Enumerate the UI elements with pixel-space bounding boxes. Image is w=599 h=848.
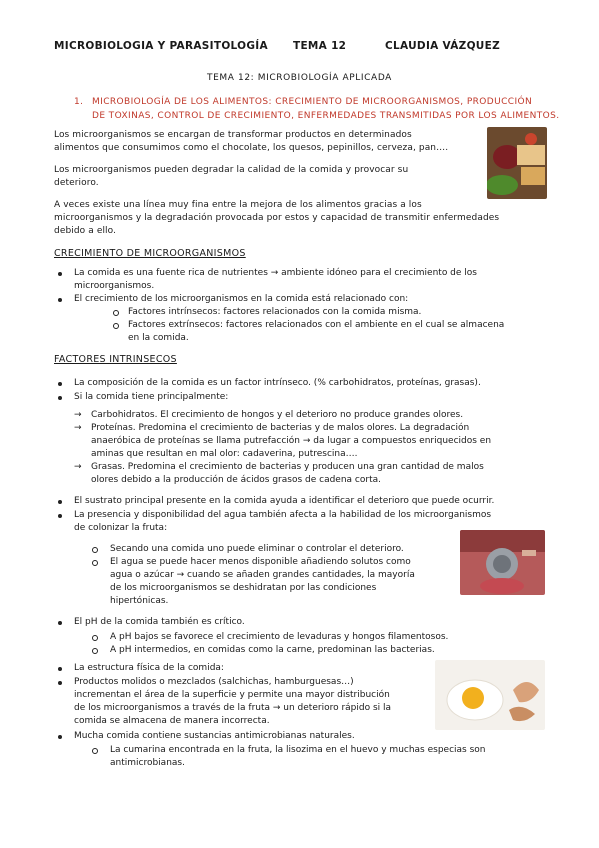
bullet-icon xyxy=(58,382,62,386)
list-item: A pH intermedios, en comidas como la carne, predominan las bacterias. xyxy=(110,645,435,655)
list-item: Proteínas. Predomina el crecimiento de bacterias y de malos olores. La degradación xyxy=(91,423,470,433)
meat-grinder-image xyxy=(460,530,545,595)
list-item: olores debido a la producción de ácidos grasos de cadena corta. xyxy=(91,475,381,485)
bullet-icon xyxy=(58,514,62,518)
arrow-icon: → xyxy=(74,423,82,433)
sub-bullet-icon xyxy=(92,648,98,654)
list-item: Carbohidratos. El crecimiento de hongos y el deterioro no produce grandes olores. xyxy=(91,410,464,420)
section-heading-crecimiento: CRECIMIENTO DE MICROORGANISMOS xyxy=(54,248,246,259)
bullet-icon xyxy=(58,735,62,739)
section-heading-line2: DE TOXINAS, CONTROL DE CRECIMIENTO, ENFERMEDADES TRANSMITIDAS POR LOS ALIMENTOS. xyxy=(92,111,560,121)
intro-text: microorganismos y la degradación provocada por estos y capacidad de transmitir enfermedades xyxy=(54,213,500,223)
list-item: El crecimiento de los microorganismos en la comida está relacionado con: xyxy=(74,294,409,304)
list-item: antimicrobianas. xyxy=(110,758,185,768)
list-item: comida se almacena de manera incorrecta. xyxy=(74,716,270,726)
bullet-icon xyxy=(58,298,62,302)
section-heading-intrinsecos: FACTORES INTRINSECOS xyxy=(54,354,177,365)
bullet-icon xyxy=(58,500,62,504)
list-item: aminas que resultan en mal olor: cadaverina, putrescina…. xyxy=(91,449,358,459)
intro-text: Los microorganismos se encargan de transformar productos en determinados xyxy=(54,130,412,140)
list-item: La cumarina encontrada en la fruta, la lisozima en el huevo y muchas especias son xyxy=(110,745,486,755)
list-item: El agua se puede hacer menos disponible añadiendo solutos como xyxy=(110,557,411,567)
food-image xyxy=(487,127,547,199)
bullet-icon xyxy=(58,272,62,276)
list-item: Si la comida tiene principalmente: xyxy=(74,392,229,402)
list-item: Factores extrínsecos: factores relacionados con el ambiente en el cual se almacena xyxy=(128,320,505,330)
intro-text: A veces existe una línea muy fina entre la mejora de los alimentos gracias a los xyxy=(54,200,422,210)
list-item: de los microorganismos se deshidratan por las condiciones xyxy=(110,583,377,593)
header-subject: MICROBIOLOGIA Y PARASITOLOGÍA xyxy=(54,40,268,52)
sub-bullet-icon xyxy=(113,310,119,316)
egg-image xyxy=(435,660,545,730)
bullet-icon xyxy=(58,396,62,400)
list-item: Grasas. Predomina el crecimiento de bacterias y producen una gran cantidad de malos xyxy=(91,462,484,472)
arrow-icon: → xyxy=(74,462,82,472)
sub-bullet-icon xyxy=(92,560,98,566)
list-item: Mucha comida contiene sustancias antimicrobianas naturales. xyxy=(74,731,355,741)
section-heading-line1: MICROBIOLOGÍA DE LOS ALIMENTOS: CRECIMIENTO DE MICROORGANISMOS, PRODUCCIÓN xyxy=(92,97,533,107)
list-item: Productos molidos o mezclados (salchichas, hamburguesas…) xyxy=(74,677,354,687)
list-item: agua o azúcar → cuando se añaden grandes cantidades, la mayoría xyxy=(110,570,415,580)
list-item: El sustrato principal presente en la comida ayuda a identificar el deterioro que puede ocurrir. xyxy=(74,496,495,506)
intro-text: debido a ello. xyxy=(54,226,117,236)
list-item: La composición de la comida es un factor intrínseco. (% carbohidratos, proteínas, grasas). xyxy=(74,378,481,388)
list-item: de los microorganismos a través de la fruta → un deterioro rápido si la xyxy=(74,703,392,713)
header-author: CLAUDIA VÁZQUEZ xyxy=(385,40,501,52)
header-topic: TEMA 12 xyxy=(293,40,347,52)
page-title: TEMA 12: MICROBIOLOGÍA APLICADA xyxy=(207,73,392,83)
sub-bullet-icon xyxy=(92,635,98,641)
section-number: 1. xyxy=(74,97,84,107)
arrow-icon: → xyxy=(74,410,82,420)
bullet-icon xyxy=(58,621,62,625)
intro-text: alimentos que consumimos como el chocolate, los quesos, pepinillos, cerveza, pan…. xyxy=(54,143,449,153)
list-item: La comida es una fuente rica de nutrientes → ambiente idóneo para el crecimiento de los xyxy=(74,268,477,278)
list-item: de colonizar la fruta: xyxy=(74,523,168,533)
list-item: en la comida. xyxy=(128,333,189,343)
intro-text: Los microorganismos pueden degradar la calidad de la comida y provocar su xyxy=(54,165,409,175)
list-item: Factores intrínsecos: factores relacionados con la comida misma. xyxy=(128,307,422,317)
list-item: microorganismos. xyxy=(74,281,155,291)
list-item: La estructura física de la comida: xyxy=(74,663,224,673)
list-item: incrementan el área de la superficie y permite una mayor distribución xyxy=(74,690,390,700)
list-item: A pH bajos se favorece el crecimiento de levaduras y hongos filamentosos. xyxy=(110,632,449,642)
list-item: anaeróbica de proteínas se llama putrefacción → da lugar a compuestos enriquecidos en xyxy=(91,436,492,446)
list-item: hipertónicas. xyxy=(110,596,169,606)
sub-bullet-icon xyxy=(92,547,98,553)
bullet-icon xyxy=(58,681,62,685)
list-item: La presencia y disponibilidad del agua también afecta a la habilidad de los microorganismos xyxy=(74,510,492,520)
list-item: El pH de la comida también es crítico. xyxy=(74,617,245,627)
bullet-icon xyxy=(58,667,62,671)
sub-bullet-icon xyxy=(113,323,119,329)
sub-bullet-icon xyxy=(92,748,98,754)
intro-text: deterioro. xyxy=(54,178,99,188)
list-item: Secando una comida uno puede eliminar o controlar el deterioro. xyxy=(110,544,404,554)
